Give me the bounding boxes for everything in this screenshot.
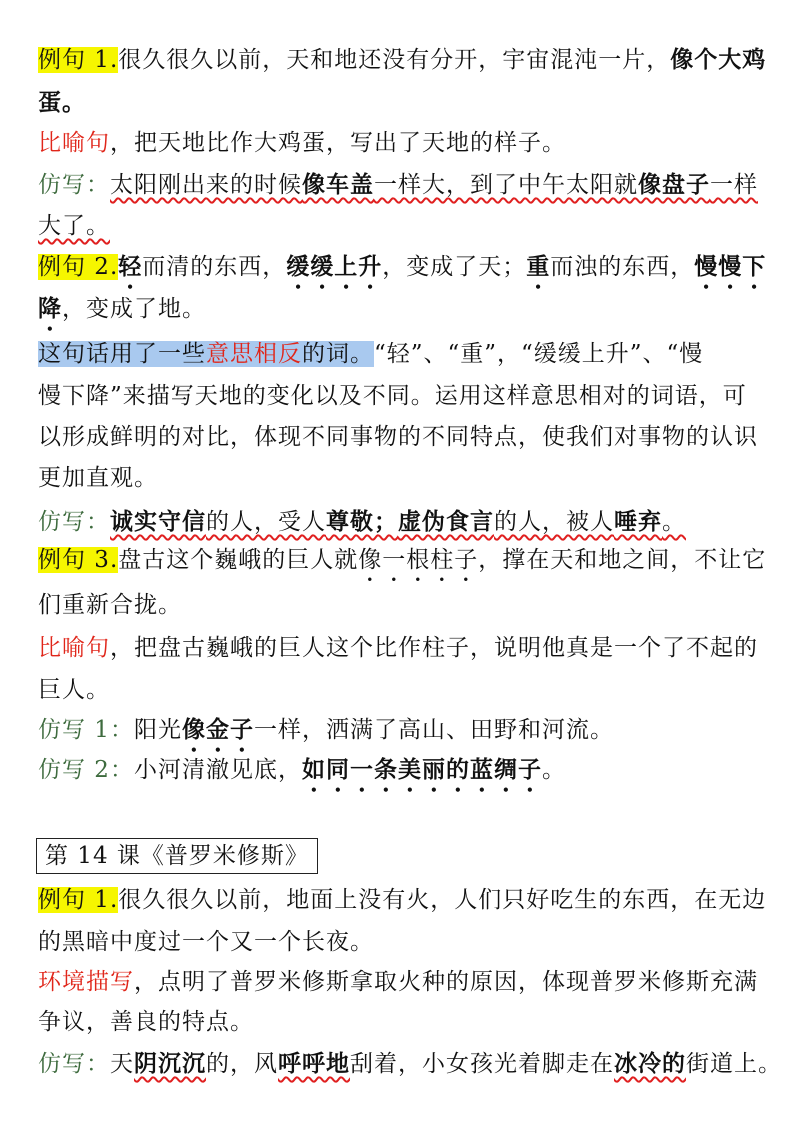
imitation-emphasis: 诚实守信 <box>110 508 206 535</box>
imitation-text: 的，风 <box>206 1051 278 1077</box>
imitation-text: 。 <box>541 757 566 783</box>
analysis-text: 慢下降”来描写天地的变化以及不同。运用这样意思相对的词语，可 <box>38 383 747 409</box>
analysis-1 <box>38 126 566 160</box>
analysis-text: 更加直观。 <box>38 465 158 491</box>
example-emphasis: 轻 <box>118 253 143 280</box>
analysis-text: “轻”、“重”，“缓缓上升”、“慢 <box>374 341 704 367</box>
analysis-4-line-1 <box>38 965 758 999</box>
imitation-emphasis: 像车盖 <box>302 171 374 198</box>
technique-term: 环境描写 <box>38 969 134 995</box>
imitation-text: 太阳刚出来的时候 <box>110 172 302 198</box>
imitation-text: 的人，被人 <box>494 509 614 535</box>
imitation-3-2 <box>38 753 566 797</box>
analysis-text: ，点明了普罗米修斯拿取火种的原因，体现普罗米修斯充满 <box>134 969 758 995</box>
imitation-emphasis: 冰冷的 <box>614 1050 686 1077</box>
imitation-text: 小河清澈见底， <box>133 757 302 783</box>
example-emphasis: 重 <box>526 253 551 280</box>
imitation-text: 一样，洒满了高山、田野和河流。 <box>253 717 614 743</box>
imitation-emphasis: 如同一条美丽的蓝绸子 <box>301 756 542 783</box>
example-2-line-1 <box>38 250 766 294</box>
lesson-title: 第 14 课《普罗米修斯》 <box>36 838 318 874</box>
analysis-highlight <box>38 341 374 367</box>
imitation-label: 仿写： <box>38 172 110 198</box>
imitation-text: 。 <box>662 509 686 535</box>
imitation-emphasis: 阴沉沉 <box>134 1050 206 1077</box>
example-text: 而清的东西， <box>142 254 287 280</box>
imitation-text: 的人，受人 <box>206 509 326 535</box>
analysis-2-line-4 <box>38 461 158 495</box>
analysis-4-line-2 <box>38 1005 254 1039</box>
imitation-emphasis: 唾弃 <box>614 508 662 535</box>
analysis-text: ，把天地比作大鸡蛋，写出了天地的样子。 <box>110 130 566 156</box>
example-emphasis: 慢慢下 <box>694 253 767 280</box>
imitation-label: 仿写： <box>38 509 110 535</box>
imitation-text: 阳光 <box>133 717 182 743</box>
example-text: 们重新合拢。 <box>38 592 182 618</box>
example-text: ，变成了天； <box>382 254 527 280</box>
example-emphasis: 降 <box>38 295 62 322</box>
technique-term: 比喻句 <box>38 130 110 156</box>
imitation-emphasis: 像盘子 <box>638 171 710 198</box>
imitation-label: 仿写 1： <box>38 717 134 743</box>
example-label: 例句 1. <box>38 887 119 913</box>
example-text: 盘古这个巍峨的巨人就 <box>118 547 359 573</box>
imitation-text: 大了。 <box>38 213 110 239</box>
imitation-label: 仿写 2： <box>38 757 134 783</box>
example-1-line-1 <box>38 43 766 77</box>
imitation-text: 一样大，到了中午太阳就 <box>374 172 638 198</box>
example-2-line-2 <box>38 292 206 336</box>
example-text: ，变成了地。 <box>62 296 206 322</box>
example-emphasis: 像一根柱子 <box>358 547 479 573</box>
analysis-3-line-2 <box>38 673 110 707</box>
imitation-text: 刮着，小女孩光着脚走在 <box>350 1051 614 1077</box>
analysis-2-line-1 <box>38 337 703 371</box>
analysis-text: 巨人。 <box>38 677 110 703</box>
imitation-emphasis: 呼呼地 <box>278 1050 350 1077</box>
imitation-text: 天 <box>110 1051 134 1077</box>
imitation-2 <box>38 505 686 539</box>
example-text: 很久很久以前，天和地还没有分开，宇宙混沌一片， <box>118 47 671 73</box>
imitation-emphasis: 像金子 <box>181 716 254 743</box>
imitation-3-1 <box>38 713 614 757</box>
analysis-3-line-1 <box>38 631 758 665</box>
example-1-line-2 <box>38 86 86 120</box>
imitation-emphasis: 虚伪食言 <box>398 508 494 535</box>
example-text: 的黑暗中度过一个又一个长夜。 <box>38 929 374 955</box>
analysis-2-line-2 <box>38 379 747 413</box>
imitation-4 <box>38 1047 782 1081</box>
example-emphasis: 像个大鸡 <box>670 46 767 73</box>
imitation-emphasis: 尊敬； <box>326 508 398 535</box>
imitation-text: 街道上。 <box>686 1051 782 1077</box>
example-3-line-1 <box>38 543 766 587</box>
imitation-text: 一样 <box>710 172 758 198</box>
example-text: ，撑在天和地之间，不让它 <box>478 547 767 573</box>
imitation-label: 仿写： <box>38 1051 110 1077</box>
analysis-text: 以形成鲜明的对比，体现不同事物的不同特点，使我们对事物的认识 <box>38 424 758 450</box>
imitation-1-line-1 <box>38 168 758 202</box>
analysis-2-line-3 <box>38 420 758 454</box>
example-4-line-1 <box>38 883 766 917</box>
example-3-line-2 <box>38 588 182 622</box>
example-4-line-2 <box>38 925 374 959</box>
analysis-text: ，把盘古巍峨的巨人这个比作柱子，说明他真是一个了不起的 <box>110 635 758 661</box>
example-label: 例句 3. <box>38 547 119 573</box>
example-label: 例句 1. <box>38 47 119 73</box>
analysis-text: 的词。 <box>302 341 374 367</box>
example-text: 而浊的东西， <box>550 254 695 280</box>
example-emphasis: 蛋。 <box>38 89 86 116</box>
analysis-text: 争议，善良的特点。 <box>38 1009 254 1035</box>
technique-term: 意思相反 <box>206 341 302 367</box>
analysis-text: 这句话用了一些 <box>38 341 206 367</box>
lesson-heading <box>36 838 318 874</box>
example-emphasis: 缓缓上升 <box>286 253 383 280</box>
imitation-1-line-2 <box>38 209 110 243</box>
example-label: 例句 2. <box>38 254 119 280</box>
example-text: 很久很久以前，地面上没有火，人们只好吃生的东西，在无边 <box>118 887 767 913</box>
technique-term: 比喻句 <box>38 635 110 661</box>
